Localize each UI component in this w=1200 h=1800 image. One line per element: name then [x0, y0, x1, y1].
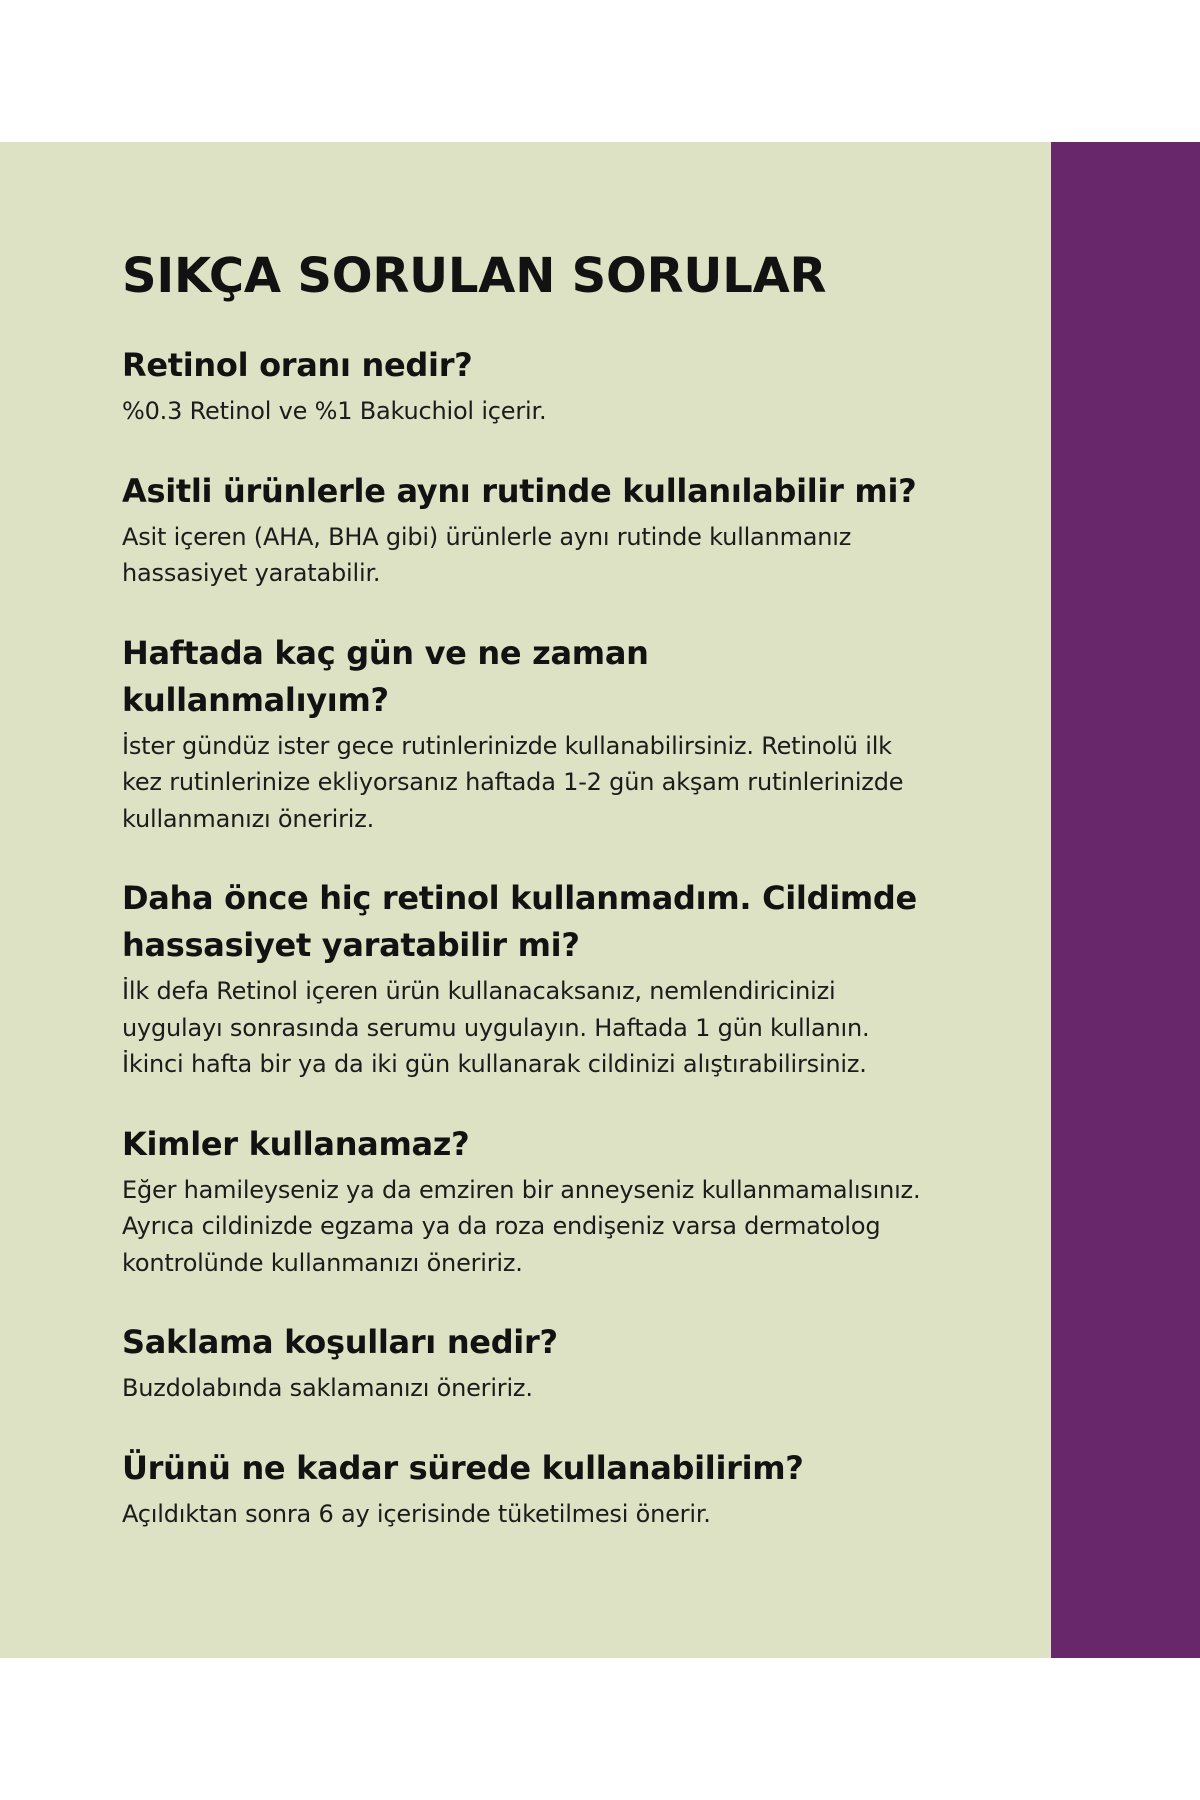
faq-answer: İster gündüz ister gece rutinlerinizde kullanabilirsiniz. Retinolü ilk kez rutinlerinize ekliyorsanız haftada 1-2 gün akşam rutinlerinizde kullanmanızı öneririz. [122, 731, 904, 833]
faq-answer: Buzdolabında saklamanızı öneririz. [122, 1374, 533, 1402]
faq-item-retinol-ratio [122, 342, 922, 430]
faq-question: Daha önce hiç retinol kullanmadım. Cildimde hassasiyet yaratabilir mi? [122, 879, 917, 964]
page-title: SIKÇA SORULAN SORULAR [122, 248, 827, 304]
faq-answer: İlk defa Retinol içeren ürün kullanacaksanız, nemlendiricinizi uygulayı sonrasında serumu uygulayın. Haftada 1 gün kullanın. İkinci hafta bir ya da iki gün kullanarak cildinizi alıştırabilirsiniz. [122, 977, 870, 1078]
faq-answer: Açıldıktan sonra 6 ay içerisinde tüketilmesi önerir. [122, 1499, 711, 1528]
faq-question: Haftada kaç gün ve ne zaman kullanmalıyım? [122, 633, 649, 719]
faq-answer: Eğer hamileyseniz ya da emziren bir anneyseniz kullanmamalısınız. Ayrıca cildinizde egzama ya da roza endişeniz varsa dermatolog kontrolünde kullanmanızı öneririz. [122, 1175, 921, 1277]
faq-question: Saklama koşulları nedir? [122, 1323, 558, 1361]
faq-item-usage-frequency [122, 630, 922, 838]
faq-list [122, 342, 922, 1532]
faq-answer: %0.3 Retinol ve %1 Bakuchiol içerir. [122, 397, 547, 425]
faq-question: Ürünü ne kadar sürede kullanabilirim? [122, 1448, 804, 1487]
faq-question: Kimler kullanamaz? [122, 1124, 470, 1163]
faq-item-storage [122, 1319, 922, 1407]
faq-answer: Asit içeren (AHA, BHA gibi) ürünlerle aynı rutinde kullanmanız hassasiyet yaratabilir. [122, 522, 852, 587]
accent-stripe [1051, 142, 1200, 1658]
faq-item-shelf-life [122, 1445, 922, 1533]
faq-question: Retinol oranı nedir? [122, 346, 473, 384]
faq-item-first-time-sensitivity [122, 875, 922, 1083]
faq-question: Asitli ürünlerle aynı rutinde kullanılabilir mi? [122, 471, 917, 510]
faq-item-who-cannot-use [122, 1121, 922, 1282]
faq-item-acid-products [122, 468, 922, 592]
faq-content [122, 240, 922, 1570]
